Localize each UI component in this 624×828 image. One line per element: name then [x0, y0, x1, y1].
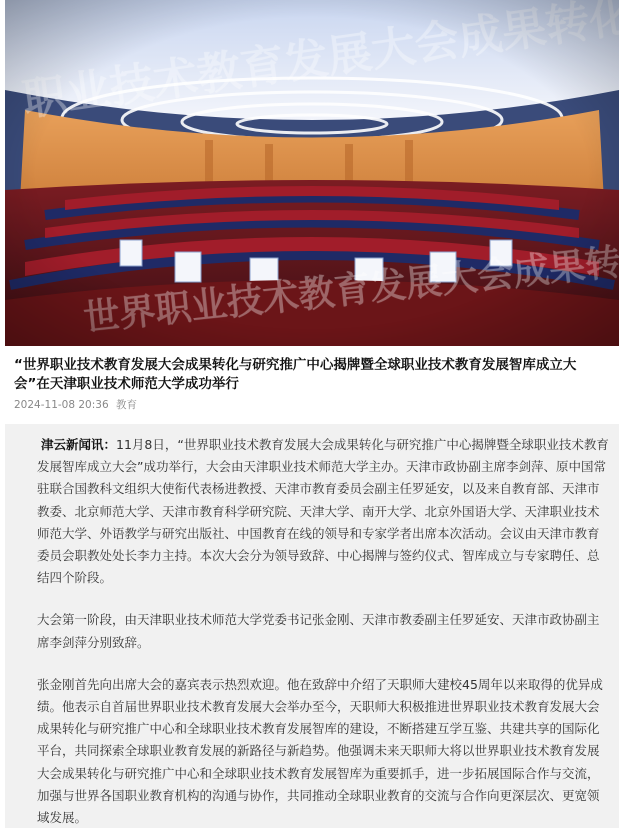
article-paragraph: 大会第一阶段，由天津职业技术师范大学党委书记张金刚、天津市教委副主任罗延安、天津市政协副主席李剑萍分别致辞。 [37, 612, 600, 650]
article-headline: “世界职业技术教育发展大会成果转化与研究推广中心揭牌暨全球职业技术教育发展智库成立大会”在天津职业技术师范大学成功举行 [14, 357, 577, 392]
paragraph-text: 11月8日，“世界职业技术教育发展大会成果转化与研究推广中心揭牌暨全球职业技术教育发展智库成立大会”成功举行，大会由天津职业技术师范大学主办。天津市政协副主席李剑萍、原中国常驻联合国教科文组织大使衔代表杨进教授、天津市教育委员会副主任罗延安，以及来自教育部、天津市教委、北京师范大学、天津市教育科学研究院、天津大学、南开大学、北京外国语大学、天津职业技术师范大学、外语教学与研究出版社、中国教育在线的领导和专家学者出席本次活动。会议由天津市教育委员会职教处处长李力主持。本次大会分为领导致辞、中心揭牌与签约仪式、智库成立与专家聘任、总结四个阶段。 [37, 437, 609, 586]
hero-photo [5, 0, 619, 346]
conference-hall-illustration [5, 0, 619, 346]
article-meta [14, 397, 141, 412]
article-body [5, 424, 619, 828]
article-paragraph: 张金刚首先向出席大会的嘉宾表示热烈欢迎。他在致辞中介绍了天职师大建校45周年以来取得的优异成绩。他表示自首届世界职业技术教育发展大会举办至今，天职师大积极推进世界职业技术教育发展大会成果转化与研究推广中心和全球职业技术教育发展智库的建设，不断搭建互学互鉴、共建共享的国际化平台，共同探索全球职业教育发展的新路径与新趋势。他强调未来天职师大将以世界职业技术教育发展大会成果转化与研究推广中心和全球职业技术教育发展智库为重要抓手，进一步拓展国际合作与交流，加强与世界各国职业教育机构的沟通与协作，共同推动全球职业教育的交流与合作向更深层次、更宽领域发展。 [37, 676, 603, 826]
article-paragraph [37, 434, 609, 589]
news-source-lead: 津云新闻讯： [41, 437, 117, 452]
article-category[interactable]: 教育 [115, 399, 137, 411]
publish-date: 2024-11-08 20:36 [14, 399, 109, 411]
